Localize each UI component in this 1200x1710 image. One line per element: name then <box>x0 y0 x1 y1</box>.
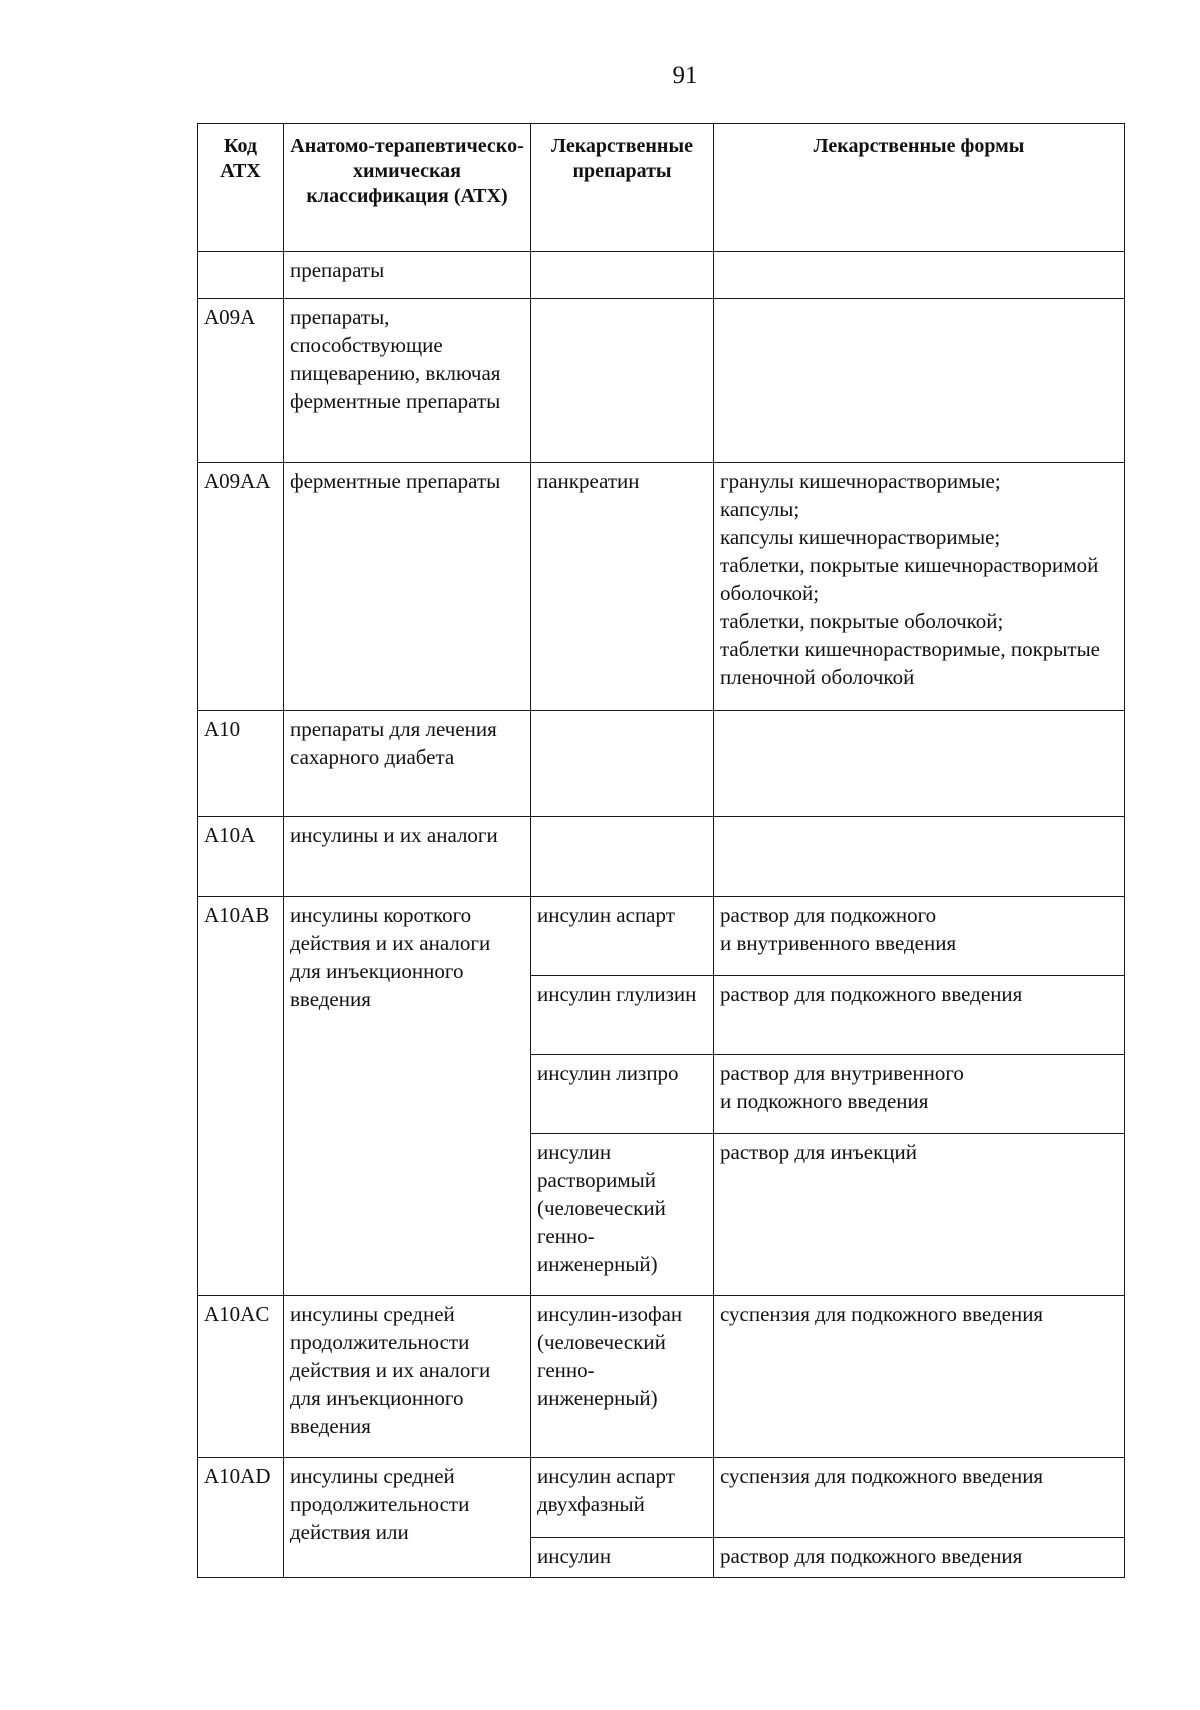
atc-classification: инсулины средней продолжительности действия или <box>284 1458 531 1578</box>
atc-table <box>197 123 1125 1578</box>
atc-classification: инсулины средней продолжительности действия и их аналоги для инъекционного введения <box>284 1296 531 1458</box>
dosage-forms <box>714 252 1125 299</box>
dosage-form: таблетки, покрытые оболочкой; <box>720 609 1004 633</box>
dosage-form: таблетки кишечнорастворимые, покрытые пленочной оболочкой <box>720 637 1100 689</box>
table-row <box>198 252 1125 299</box>
dosage-forms <box>714 817 1125 897</box>
atc-classification: препараты, способствующие пищеварению, включая ферментные препараты <box>284 299 531 463</box>
drug-name <box>531 711 714 817</box>
atc-classification: препараты <box>284 252 531 299</box>
dosage-forms <box>714 1538 1125 1578</box>
dosage-form: и внутривенного введения <box>720 931 957 955</box>
dosage-forms <box>714 1134 1125 1296</box>
dosage-forms <box>714 1296 1125 1458</box>
dosage-form: раствор для инъекций <box>720 1140 917 1164</box>
header-drugs: Лекарственные препараты <box>531 124 714 252</box>
page-number: 91 <box>672 62 698 89</box>
dosage-forms <box>714 1458 1125 1538</box>
header-row <box>198 124 1125 252</box>
dosage-form: раствор для подкожного введения <box>720 1544 1023 1568</box>
dosage-forms <box>714 897 1125 976</box>
header-forms: Лекарственные формы <box>714 124 1125 252</box>
drug-name <box>531 299 714 463</box>
dosage-forms <box>714 1055 1125 1134</box>
dosage-form: раствор для внутривенного <box>720 1061 964 1085</box>
atc-code: A10 <box>198 711 284 817</box>
atc-classification: инсулины и их аналоги <box>284 817 531 897</box>
drug-name: инсулин аспарт <box>531 897 714 976</box>
dosage-form: раствор для подкожного <box>720 903 937 927</box>
table-row <box>198 897 1125 976</box>
table-row <box>198 299 1125 463</box>
dosage-forms <box>714 463 1125 711</box>
dosage-form: таблетки, покрытые кишечнорастворимой оболочкой; <box>720 553 1099 605</box>
table-row <box>198 1458 1125 1538</box>
drug-name: панкреатин <box>531 463 714 711</box>
table-row <box>198 711 1125 817</box>
drug-name: инсулин растворимый (человеческий генно-инженерный) <box>531 1134 714 1296</box>
atc-code: A09AA <box>198 463 284 711</box>
drug-name: инсулин аспарт двухфазный <box>531 1458 714 1538</box>
atc-code: A10AC <box>198 1296 284 1458</box>
dosage-form: суспензия для подкожного введения <box>720 1302 1044 1326</box>
atc-classification: инсулины короткого действия и их аналоги для инъекционного введения <box>284 897 531 1296</box>
dosage-forms <box>714 711 1125 817</box>
dosage-form: и подкожного введения <box>720 1089 929 1113</box>
atc-code: A09A <box>198 299 284 463</box>
atc-code: A10A <box>198 817 284 897</box>
dosage-form: раствор для подкожного введения <box>720 982 1023 1006</box>
drug-name <box>531 252 714 299</box>
dosage-forms <box>714 976 1125 1055</box>
dosage-form: гранулы кишечнорастворимые; <box>720 469 1001 493</box>
dosage-forms <box>714 299 1125 463</box>
drug-name: инсулин глулизин <box>531 976 714 1055</box>
drug-name: инсулин лизпро <box>531 1055 714 1134</box>
atc-classification: препараты для лечения сахарного диабета <box>284 711 531 817</box>
drug-name: инсулин-изофан (человеческий генно-инженерный) <box>531 1296 714 1458</box>
header-code: Код АТХ <box>198 124 284 252</box>
table-row <box>198 817 1125 897</box>
atc-code: A10AB <box>198 897 284 1296</box>
table-row <box>198 463 1125 711</box>
atc-classification: ферментные препараты <box>284 463 531 711</box>
dosage-form: капсулы кишечнорастворимые; <box>720 525 1001 549</box>
drug-name: инсулин <box>531 1538 714 1578</box>
atc-code <box>198 252 284 299</box>
dosage-form: суспензия для подкожного введения <box>720 1464 1044 1488</box>
atc-code: A10AD <box>198 1458 284 1578</box>
drug-name <box>531 817 714 897</box>
header-classification: Анатомо-терапевтическо-химическая классификация (АТХ) <box>284 124 531 252</box>
table-row <box>198 1296 1125 1458</box>
dosage-form: капсулы; <box>720 497 800 521</box>
